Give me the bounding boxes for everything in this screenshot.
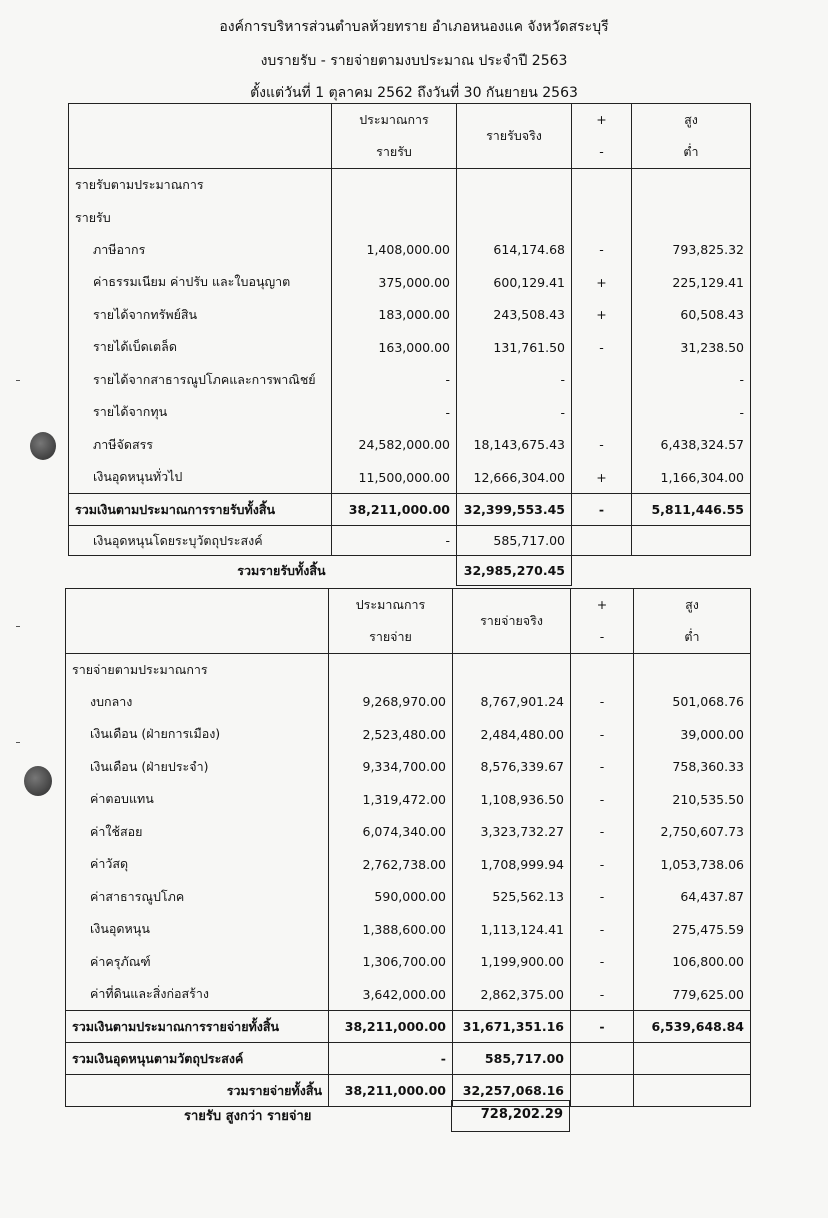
expense-row-sign: - — [571, 686, 634, 719]
expense-header-blank — [66, 589, 329, 654]
expense-row-sign: - — [571, 913, 634, 946]
income-row-budget: 375,000.00 — [332, 266, 457, 299]
expense-budget-header-line2: รายจ่าย — [369, 629, 412, 644]
expense-row-actual: 3,323,732.27 — [453, 816, 571, 849]
expense-section-row — [66, 654, 751, 686]
punch-hole-bottom — [24, 766, 52, 796]
expense-row-label: เงินเดือน (ฝ่ายประจำ) — [66, 751, 329, 784]
expense-row-diff: 210,535.50 — [634, 783, 751, 816]
income-header-row — [69, 104, 751, 169]
expense-row-diff: 1,053,738.06 — [634, 848, 751, 881]
expense-row-budget: 590,000.00 — [329, 881, 453, 914]
income-row-label: รายได้เบ็ดเตล็ด — [69, 331, 332, 364]
report-period: ตั้งแต่วันที่ 1 ตุลาคม 2562 ถึงวันที่ 30 กันยายน 2563 — [250, 85, 578, 101]
expense-total-sign: - — [571, 1011, 634, 1043]
punch-hole-top — [30, 432, 56, 460]
expense-total-diff: 6,539,648.84 — [634, 1011, 751, 1043]
income-diff-header-high: สูง — [684, 112, 698, 127]
expense-grand-budget: 38,211,000.00 — [329, 1075, 453, 1107]
expense-row — [66, 946, 751, 979]
income-row-budget: - — [332, 364, 457, 397]
expense-diff-header — [634, 589, 751, 654]
income-grand-actual: 32,985,270.45 — [457, 556, 572, 586]
expense-row-actual: 8,576,339.67 — [453, 751, 571, 784]
income-diff-header — [632, 104, 751, 169]
income-total-sign: - — [572, 494, 632, 526]
expense-row-actual: 1,108,936.50 — [453, 783, 571, 816]
surplus-value: 728,202.29 — [451, 1100, 570, 1132]
org-title: องค์การบริหารส่วนตำบลห้วยทราย อำเภอหนองแค จังหวัดสระบุรี — [219, 19, 609, 35]
expense-row-sign: - — [571, 848, 634, 881]
expense-row-label: ค่าตอบแทน — [66, 783, 329, 816]
income-specific-actual: 585,717.00 — [457, 526, 572, 556]
expense-row-diff: 758,360.33 — [634, 751, 751, 784]
income-total-label: รวมเงินตามประมาณการรายรับทั้งสิ้น — [69, 494, 332, 526]
expense-row-budget: 9,268,970.00 — [329, 686, 453, 719]
expense-header-row — [66, 589, 751, 654]
income-sign-header — [572, 104, 632, 169]
income-row-diff: - — [632, 396, 751, 429]
income-total-actual: 32,399,553.45 — [457, 494, 572, 526]
income-row-actual: 614,174.68 — [457, 234, 572, 267]
expense-row-budget: 2,762,738.00 — [329, 848, 453, 881]
income-row — [69, 266, 751, 299]
income-row-label: รายได้จากทุน — [69, 396, 332, 429]
expense-row-budget: 1,306,700.00 — [329, 946, 453, 979]
expense-row-diff: 64,437.87 — [634, 881, 751, 914]
income-row-diff: 60,508.43 — [632, 299, 751, 332]
income-row-budget: 183,000.00 — [332, 299, 457, 332]
income-grand-label: รวมรายรับทั้งสิ้น — [237, 562, 326, 578]
report-title: งบรายรับ - รายจ่ายตามงบประมาณ ประจำปี 2563 — [260, 53, 568, 69]
expense-row-label: ค่าที่ดินและสิ่งก่อสร้าง — [66, 978, 329, 1011]
expense-row-label: เงินอุดหนุน — [66, 913, 329, 946]
expense-row-budget: 6,074,340.00 — [329, 816, 453, 849]
margin-mark — [16, 742, 20, 743]
income-row-actual: 12,666,304.00 — [457, 461, 572, 494]
expense-row-budget: 1,388,600.00 — [329, 913, 453, 946]
income-actual-header: รายรับจริง — [457, 104, 572, 169]
income-budget-header-line2: รายรับ — [376, 144, 412, 159]
income-specific-budget: - — [332, 526, 457, 556]
expense-row-actual: 1,708,999.94 — [453, 848, 571, 881]
income-sign-header-plus: + — [596, 112, 607, 127]
expense-row-label: เงินเดือน (ฝ่ายการเมือง) — [66, 718, 329, 751]
expense-row-diff: 39,000.00 — [634, 718, 751, 751]
expense-sign-header-plus: + — [596, 597, 608, 612]
income-row-sign — [572, 364, 632, 397]
income-row-diff: 793,825.32 — [632, 234, 751, 267]
income-row-label: ภาษีอากร — [69, 234, 332, 267]
income-row-actual: 18,143,675.43 — [457, 429, 572, 462]
income-row-actual: 131,761.50 — [457, 331, 572, 364]
income-row-label: ภาษีจัดสรร — [69, 429, 332, 462]
expense-total-actual: 31,671,351.16 — [453, 1011, 571, 1043]
expense-row-label: ค่าใช้สอย — [66, 816, 329, 849]
income-row-sign: + — [572, 266, 632, 299]
expense-diff-header-low: ต่ำ — [684, 629, 700, 644]
income-row — [69, 396, 751, 429]
income-row-label: รายได้จากสาธารณูปโภคและการพาณิชย์ — [69, 364, 332, 397]
expense-total-budget: 38,211,000.00 — [329, 1011, 453, 1043]
income-row — [69, 364, 751, 397]
income-row — [69, 299, 751, 332]
income-header-blank — [69, 104, 332, 169]
income-specific-row — [69, 526, 751, 556]
expense-row — [66, 913, 751, 946]
expense-row — [66, 816, 751, 849]
expense-row-actual: 1,113,124.41 — [453, 913, 571, 946]
income-row — [69, 429, 751, 462]
income-row-sign: - — [572, 234, 632, 267]
expense-row-sign: - — [571, 718, 634, 751]
expense-row-sign: - — [571, 946, 634, 979]
income-row — [69, 461, 751, 494]
expense-specific-row — [66, 1043, 751, 1075]
expense-section-label: รายจ่ายตามประมาณการ — [66, 654, 329, 686]
expense-actual-header: รายจ่ายจริง — [453, 589, 571, 654]
income-row-sign: - — [572, 331, 632, 364]
income-row-budget: - — [332, 396, 457, 429]
income-row-diff: 6,438,324.57 — [632, 429, 751, 462]
expense-row-diff: 501,068.76 — [634, 686, 751, 719]
income-row-budget: 1,408,000.00 — [332, 234, 457, 267]
income-row-budget: 11,500,000.00 — [332, 461, 457, 494]
income-row-diff: - — [632, 364, 751, 397]
income-row-sign: + — [572, 461, 632, 494]
expense-sign-header — [571, 589, 634, 654]
income-budget-header — [332, 104, 457, 169]
income-section-label: รายรับตามประมาณการ — [69, 169, 332, 202]
income-row-diff: 31,238.50 — [632, 331, 751, 364]
expense-row-actual: 2,484,480.00 — [453, 718, 571, 751]
expense-row — [66, 881, 751, 914]
income-row — [69, 331, 751, 364]
expense-row-label: ค่าสาธารณูปโภค — [66, 881, 329, 914]
expense-row-label: งบกลาง — [66, 686, 329, 719]
expense-budget-header — [329, 589, 453, 654]
income-row-sign: - — [572, 429, 632, 462]
expense-row-label: ค่าวัสดุ — [66, 848, 329, 881]
expense-row-actual: 525,562.13 — [453, 881, 571, 914]
expense-row-actual: 8,767,901.24 — [453, 686, 571, 719]
expense-row-actual: 1,199,900.00 — [453, 946, 571, 979]
income-total-row — [69, 494, 751, 526]
income-subsection-label: รายรับ — [69, 202, 332, 234]
income-specific-label: เงินอุดหนุนโดยระบุวัตถุประสงค์ — [69, 526, 332, 556]
expense-row-diff: 2,750,607.73 — [634, 816, 751, 849]
expense-budget-header-line1: ประมาณการ — [355, 597, 426, 612]
expense-row — [66, 978, 751, 1011]
expense-specific-label: รวมเงินอุดหนุนตามวัตถุประสงค์ — [66, 1043, 329, 1075]
expense-row-sign: - — [571, 751, 634, 784]
income-grand-row — [69, 556, 751, 586]
income-row-actual: - — [457, 396, 572, 429]
income-row-diff: 225,129.41 — [632, 266, 751, 299]
income-sign-header-minus: - — [599, 144, 604, 159]
income-diff-header-low: ต่ำ — [683, 144, 699, 159]
expense-row — [66, 751, 751, 784]
income-subsection-row — [69, 202, 751, 234]
income-row-actual: 243,508.43 — [457, 299, 572, 332]
expense-row-actual: 2,862,375.00 — [453, 978, 571, 1011]
expense-row-sign: - — [571, 783, 634, 816]
income-row-label: ค่าธรรมเนียม ค่าปรับ และใบอนุญาต — [69, 266, 332, 299]
expense-row — [66, 718, 751, 751]
expense-grand-row — [66, 1075, 751, 1107]
expense-specific-budget: - — [329, 1043, 453, 1075]
expense-grand-label: รวมรายจ่ายทั้งสิ้น — [66, 1075, 329, 1107]
income-row — [69, 234, 751, 267]
expense-table — [65, 588, 751, 1107]
income-row-actual: - — [457, 364, 572, 397]
income-row-label: รายได้จากทรัพย์สิน — [69, 299, 332, 332]
margin-mark — [16, 380, 20, 381]
income-total-diff: 5,811,446.55 — [632, 494, 751, 526]
surplus-label: รายรับ สูงกว่า รายจ่าย — [184, 1109, 312, 1124]
expense-row-sign: - — [571, 978, 634, 1011]
margin-mark — [16, 626, 20, 627]
income-row-diff: 1,166,304.00 — [632, 461, 751, 494]
expense-row — [66, 783, 751, 816]
expense-row-diff: 106,800.00 — [634, 946, 751, 979]
income-table — [68, 103, 751, 586]
income-row-sign — [572, 396, 632, 429]
expense-row — [66, 848, 751, 881]
expense-row-budget: 9,334,700.00 — [329, 751, 453, 784]
expense-specific-actual: 585,717.00 — [453, 1043, 571, 1075]
expense-total-label: รวมเงินตามประมาณการรายจ่ายทั้งสิ้น — [66, 1011, 329, 1043]
income-budget-header-line1: ประมาณการ — [359, 112, 429, 127]
expense-grand-actual: 32,257,068.16 — [453, 1075, 571, 1107]
expense-row-sign: - — [571, 816, 634, 849]
income-row-sign: + — [572, 299, 632, 332]
expense-row-label: ค่าครุภัณฑ์ — [66, 946, 329, 979]
expense-row-budget: 3,642,000.00 — [329, 978, 453, 1011]
income-row-budget: 163,000.00 — [332, 331, 457, 364]
expense-row-sign: - — [571, 881, 634, 914]
expense-diff-header-high: สูง — [685, 597, 699, 612]
expense-sign-header-minus: - — [599, 629, 605, 644]
income-row-budget: 24,582,000.00 — [332, 429, 457, 462]
income-row-actual: 600,129.41 — [457, 266, 572, 299]
income-section-row — [69, 169, 751, 202]
expense-row-budget: 1,319,472.00 — [329, 783, 453, 816]
expense-row-diff: 275,475.59 — [634, 913, 751, 946]
income-total-budget: 38,211,000.00 — [332, 494, 457, 526]
expense-row — [66, 686, 751, 719]
expense-total-row — [66, 1011, 751, 1043]
expense-row-diff: 779,625.00 — [634, 978, 751, 1011]
income-row-label: เงินอุดหนุนทั่วไป — [69, 461, 332, 494]
expense-row-budget: 2,523,480.00 — [329, 718, 453, 751]
